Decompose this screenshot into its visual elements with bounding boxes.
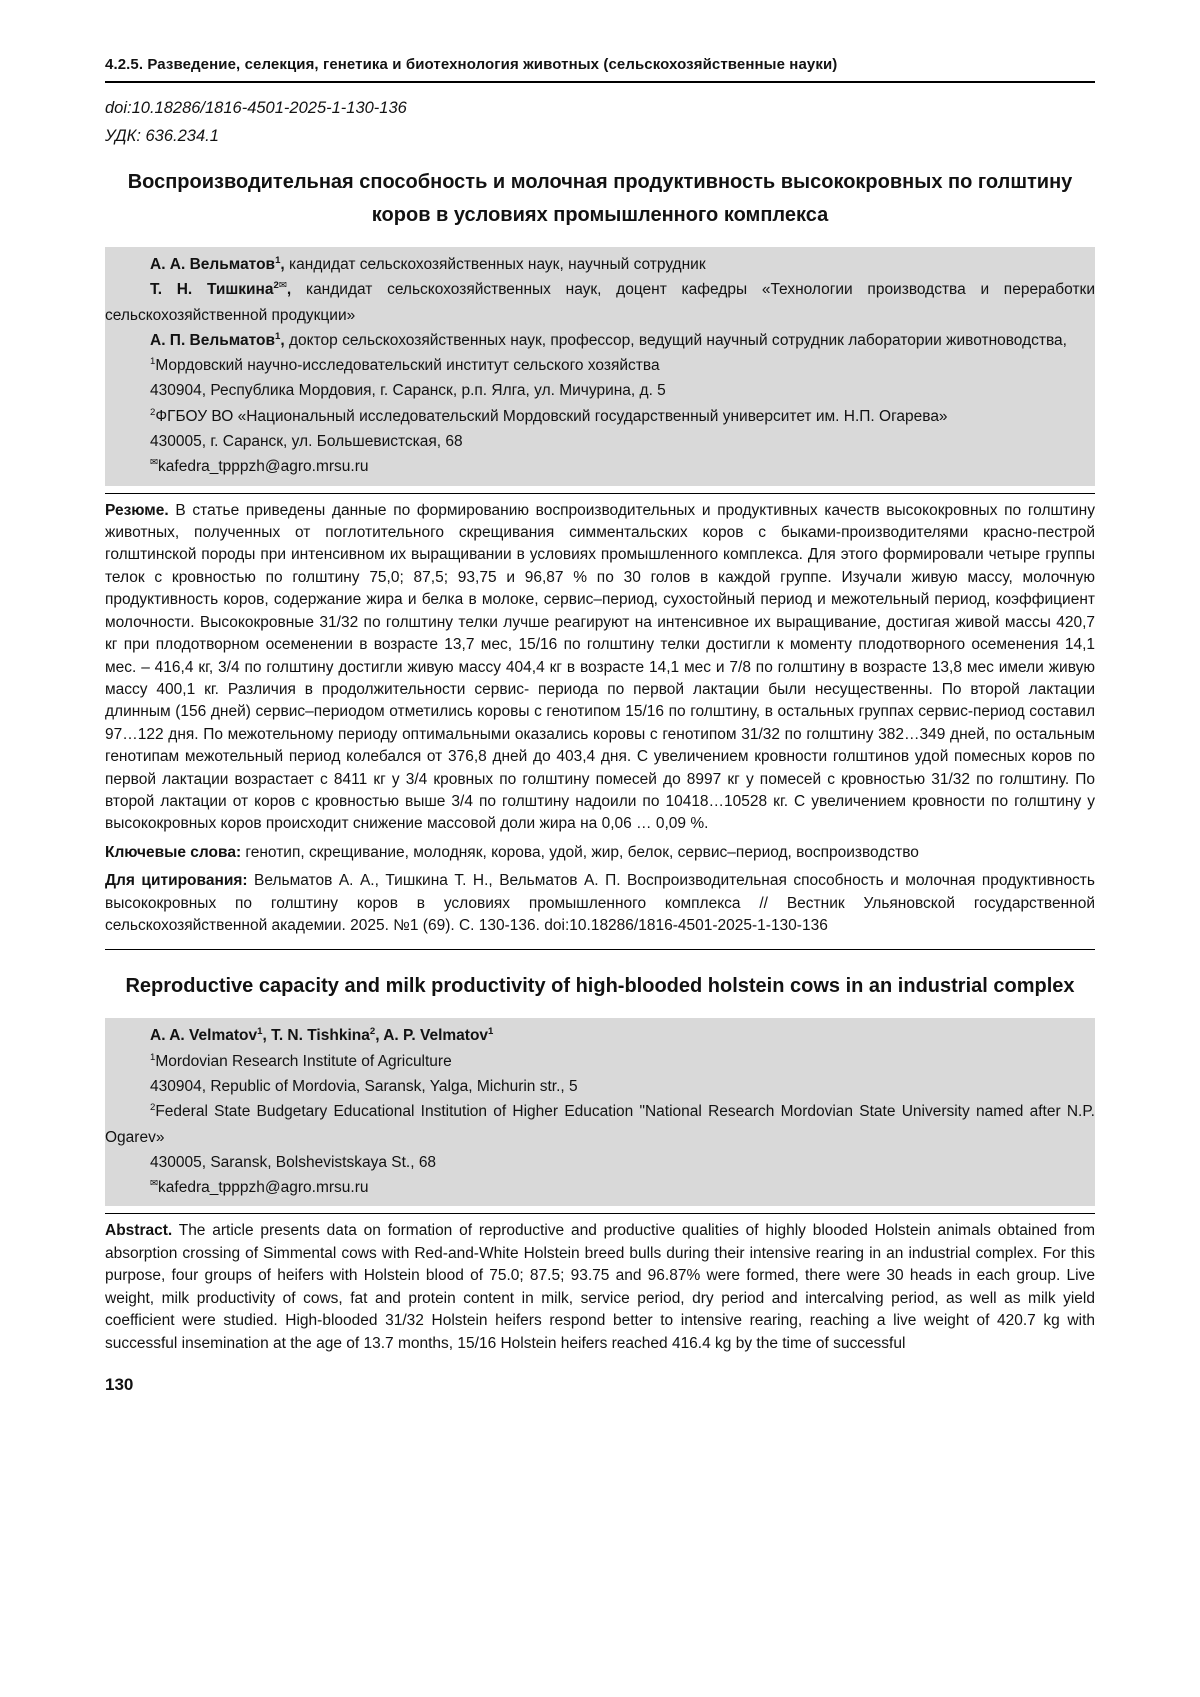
affiliation-en-2-address: 430005, Saransk, Bolshevistskaya St., 68 xyxy=(150,1153,437,1171)
abstract-label-ru: Резюме. xyxy=(105,501,169,519)
affiliation-en-1-address: 430904, Republic of Mordovia, Saransk, Yalga, Michurin str., 5 xyxy=(150,1077,578,1095)
citation-text-ru: Вельматов А. А., Тишкина Т. Н., Вельматов А. П. Воспроизводительная способность и молочная продуктивность высококровных по голштину коров в условиях промышленного комплекса // Вестник Ульяновской государственной сельскохозяйственной академии. 2025. №1 (69). С. 130-136. doi:10.18286/1816-4501-2025-1-130-136 xyxy=(105,872,1095,934)
affiliation-ru-2: $^2$ФГБОУ ВО «Национальный исследовательский Мордовский государственный университет им. Н.П. Огарева» xyxy=(150,406,948,425)
keywords-ru xyxy=(105,842,1095,864)
abstract-text-ru: В статье приведены данные по формированию воспроизводительных и продуктивных качеств высококровных по голштину животных, полученных от поглотительного скрещивания симментальских коров с быками-производителями красно-пестрой голштинской породы при интенсивном их выращивании в условиях промышленного комплекса. Для этого формировали четыре группы телок с кровностью по голштину 75,0; 87,5; 93,75 и 96,87 % по 30 голов в каждой группе. Изучали живую массу, молочную продуктивность коров, содержание жира и белка в молоке, сервис–период, сухостойный период и межотельный период, коэффициент молочности. Высококровные 31/32 по голштину телки лучше реагируют на интенсивное их выращивание, достигая живой массы 420,7 кг при плодотворном осеменении в возрасте 13,7 мес, 15/16 по голштину телки достигли к моменту плодотворного осеменения 14,1 мес. – 416,4 кг, 3/4 по голштину достигли живую массу 404,4 кг в возрасте 14,1 мес и 7/8 по голштину в возрасте 13,8 мес имели живую массу 400,1 кг. Различия в продолжительности сервис- периода по первой лактации были несущественны. По второй лактации длинным (156 дней) сервис–периодом отметились коровы с генотипом 15/16 по голштину, в остальных группах сервис-период составил 97…122 дня. По межотельному периоду оптимальными оказались коровы с генотипом 31/32 по голштину 382…349 дней, по остальным генотипам межотельный период колебался от 376,8 дней до 403,4 дня. С увеличением кровности голштинов удой помесных коров по первой лактации возрастает с 8411 кг у 3/4 кровных по голштину помесей до 8997 кг у помесей с кровностью 31/32 по голштину. По второй лактации от коров с кровностью выше 3/4 по голштину надоили по 10418…10528 кг. С увеличением кровности по голштину у высококровных коров происходит снижение массовой доли жира на 0,06 … 0,09 %. xyxy=(105,501,1095,833)
divider-above-abstract-ru xyxy=(105,493,1095,494)
divider-above-title-en xyxy=(105,949,1095,950)
doi-line: doi:10.18286/1816-4501-2025-1-130-136 xyxy=(105,99,407,117)
author-ru-3: А. П. Вельматов$^1$, доктор сельскохозяйственных наук, профессор, ведущий научный сотрудник лаборатории животноводства, xyxy=(150,330,1067,349)
author-ru-1: А. А. Вельматов$^1$, кандидат сельскохозяйственных наук, научный сотрудник xyxy=(150,254,706,273)
article-title-en: Reproductive capacity and milk productivity of high-blooded holstein cows in an industrial complex xyxy=(125,975,1075,998)
author-ru-2: Т. Н. Тишкина$^{2✉}$, кандидат сельскохозяйственных наук, доцент кафедры «Технологии производства и переработки сельскохозяйственной продукции» xyxy=(105,280,1096,324)
contact-email-en: ✉kafedra_tpppzh@agro.mrsu.ru xyxy=(150,1178,369,1197)
abstract-en xyxy=(105,1220,1095,1354)
abstract-label-en: Abstract. xyxy=(105,1222,173,1240)
affiliation-ru-1: $^1$Мордовский научно-исследовательский институт сельского хозяйства xyxy=(150,356,660,375)
affiliation-ru-2-address: 430005, г. Саранск, ул. Большевистская, 68 xyxy=(150,433,463,451)
authors-block-en xyxy=(105,1018,1095,1206)
affiliation-en-2: $^2$Federal State Budgetary Educational Institution of Higher Education "National Research Mordovian State University named after N.P. Ogarev» xyxy=(105,1102,1095,1146)
abstract-ru xyxy=(105,500,1095,836)
article-title-ru: Воспроизводительная способность и молочная продуктивность высококровных по голштину коров в условиях промышленного комплекса xyxy=(127,171,1073,226)
page-number: 130 xyxy=(105,1374,134,1394)
udk-line: УДК: 636.234.1 xyxy=(105,127,219,145)
citation-ru xyxy=(105,870,1095,937)
affiliation-ru-1-address: 430904, Республика Мордовия, г. Саранск, р.п. Ялга, ул. Мичурина, д. 5 xyxy=(150,382,666,400)
authors-block-ru xyxy=(105,247,1095,486)
authors-en: A. A. Velmatov$^1$, T. N. Tishkina$^2$, A. P. Velmatov$^1$ xyxy=(150,1026,494,1045)
keywords-label-ru: Ключевые слова: xyxy=(105,843,242,861)
abstract-text-en: The article presents data on formation of reproductive and productive qualities of highly blooded Holstein animals obtained from absorption crossing of Simmental cows with Red-and-White Holstein breed bulls during their intensive rearing in an industrial complex. For this purpose, four groups of heifers with Holstein blood of 75.0; 87.5; 93.75 and 96.87% were formed, there were 30 heads in each group. Live weight, milk productivity of cows, fat and protein content in milk, service period, dry period and intercalving period, as well as milk yield coefficient were studied. High-blooded 31/32 Holstein heifers respond better to intensive rearing, reaching a live weight of 420.7 kg with successful insemination at the age of 13.7 months, 15/16 Holstein heifers reached 416.4 kg by the time of successful xyxy=(105,1222,1095,1352)
affiliation-en-1: $^1$Mordovian Research Institute of Agriculture xyxy=(150,1051,452,1070)
section-header: 4.2.5. Разведение, селекция, генетика и биотехнология животных (сельскохозяйственные науки) xyxy=(105,56,1095,83)
keywords-text-ru: генотип, скрещивание, молодняк, корова, удой, жир, белок, сервис–период, воспроизводство xyxy=(241,843,919,861)
divider-above-abstract-en xyxy=(105,1213,1095,1214)
contact-email-ru: ✉kafedra_tpppzh@agro.mrsu.ru xyxy=(150,457,369,476)
citation-label-ru: Для цитирования: xyxy=(105,872,248,890)
